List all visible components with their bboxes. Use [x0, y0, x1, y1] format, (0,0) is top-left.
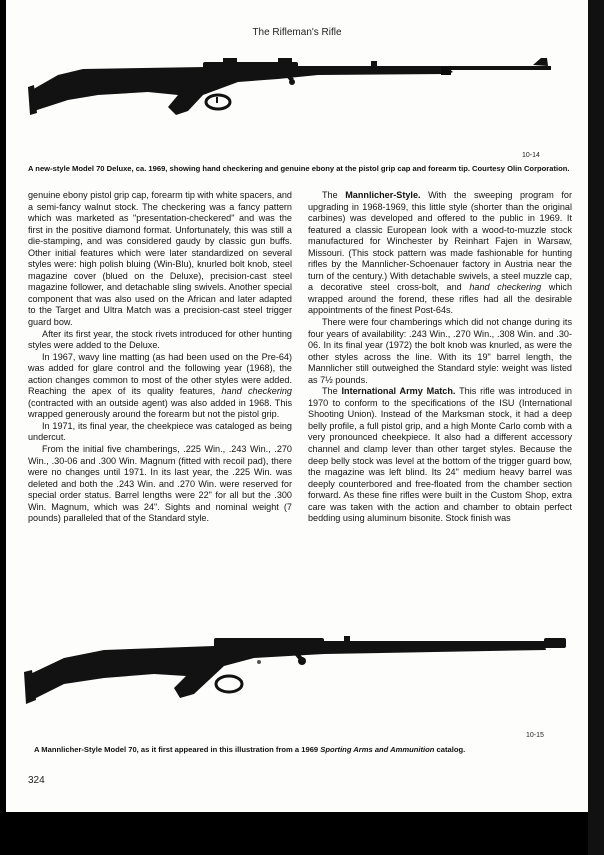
- text-run: A Mannlicher-Style Model 70, as it first appeared in this illustration from a 1969: [34, 745, 321, 754]
- right-column: [308, 190, 572, 525]
- running-head: The Rifleman's Rifle: [252, 27, 342, 38]
- figure-caption: A new-style Model 70 Deluxe, ca. 1969, showing hand checkering and genuine ebony at the pistol grip cap and forearm tip. Courtesy Olin Corporation.: [28, 164, 570, 173]
- figure-number: 10-14: [522, 152, 540, 159]
- figure-number: 10-15: [526, 732, 544, 739]
- text-run: The: [322, 386, 342, 397]
- paragraph: From the initial five chamberings, .225 Win., .243 Win., .270 Win., .30-06 and .300 Win. Magnum (fitted with recoil pad), there were no changes until 1971. In its last year, the .225 Win. was deleted and both the .243 Win. and .270 Win. were reserved for special order status. Barrel lengths were 22" for all but the .300 Win. Magnum, which was 24". Sights and nominal weight (7 pounds) paralleled that of the Standard style.: [28, 444, 292, 524]
- text-run: (contracted with an outside agent) was also added in 1968. This wrapped generously around the forearm but not the pistol grip.: [28, 397, 292, 420]
- book-page: [6, 0, 588, 812]
- rifle-photo-model-70-deluxe: [28, 55, 558, 125]
- section-heading: International Army Match.: [341, 386, 456, 397]
- italic-text: hand checkering: [221, 386, 292, 397]
- paragraph: After its first year, the stock rivets introduced for other hunting styles were added to the Deluxe.: [28, 328, 292, 351]
- left-column: [28, 190, 292, 525]
- italic-text: hand checkering: [469, 282, 542, 293]
- paragraph: genuine ebony pistol grip cap, forearm tip with white spacers, and a semi-fancy walnut stock. The checkering was a fancy pattern which was marketed as "presentation-checkered" and was the first in the positive diamond format. Unfortunately, this was still a die-stamping, and was considered gaudy by classic gun buffs. Other initial features which were later standardized on several styles were: high polish bluing (Win-Blu), knurled bolt knob, steel magazine cover (blued on the Deluxe), precision-cast steel magazine follower, and detachable sling swivels. Another special component that was also used on the African and later adapted to the Target and Ultra Match was a precision-cast steel trigger guard bow.: [28, 190, 292, 328]
- paragraph: [28, 352, 292, 421]
- text-run: The: [322, 190, 346, 200]
- scan-edge: [588, 0, 604, 855]
- text-run: catalog.: [434, 745, 466, 754]
- paragraph: [308, 386, 572, 525]
- page-number: 324: [28, 775, 45, 786]
- figure-caption: [34, 745, 584, 755]
- italic-text: Sporting Arms and Ammunition: [320, 745, 435, 754]
- text-run: In 1967, wavy line matting (as had been used on the Pre-64) was added for glare control and the following year (1968), the action changes common to most of the other styles were added. Reaching the apex of its quality features,: [28, 351, 292, 397]
- section-heading: Mannlicher-Style.: [345, 190, 421, 200]
- text-run: With the sweeping program for upgrading in 1968-1969, this little style (shorter than the original carbines) was developed and offered to the public in 1969. It featured a classic European look with a wood-to-muzzle stock manufactured for Winchester by Reinhart Fajen in Warsaw, Missouri. (This stock pattern was made fashionable for hunting rifles by the Mannlicher-Schoenauer factory in Austria near the turn of the century.) With detachable swivels, a steel muzzle cap, a decorative steel cross-bolt, and: [308, 190, 573, 293]
- text-run: which wrapped around the forend, these rifles had all the desirable appointments of the finest Post-64s.: [308, 282, 573, 316]
- paragraph: [308, 190, 572, 317]
- rifle-photo-mannlicher-style: [24, 628, 569, 708]
- paragraph: In 1971, its final year, the cheekpiece was cataloged as being undercut.: [28, 420, 292, 443]
- paragraph: There were four chamberings which did not change during its four years of availability: .243 Win., .270 Win., .308 Win. and .30-06. In its final year (1972) the bolt knob was knurled, as were the other styles across the line. With its 19" barrel length, the Mannlicher still outweighed the Standard style: weight was listed as 7½ pounds.: [308, 317, 572, 385]
- text-run: This rifle was introduced in 1970 to conform to the specifications of the ISU (International Shooting Union). Instead of the Marksman stock, it had a deep belly profile, a full pistol grip, and a high Monte Carlo comb with a very pronounced cheekpiece. It also had a different accessory channel and clamp lever than other target styles. Because the deep belly stock was level at the bottom of the trigger guard bow, the magazine was left blind. Its 24" medium heavy barrel was deeply counterbored and free-floated from the chamber section forward. As these fine rifles were built in the Custom Shop, extra care was taken with the action and chamber to obtain perfect bedding using aluminum bisonite. Stock finish was: [308, 386, 572, 524]
